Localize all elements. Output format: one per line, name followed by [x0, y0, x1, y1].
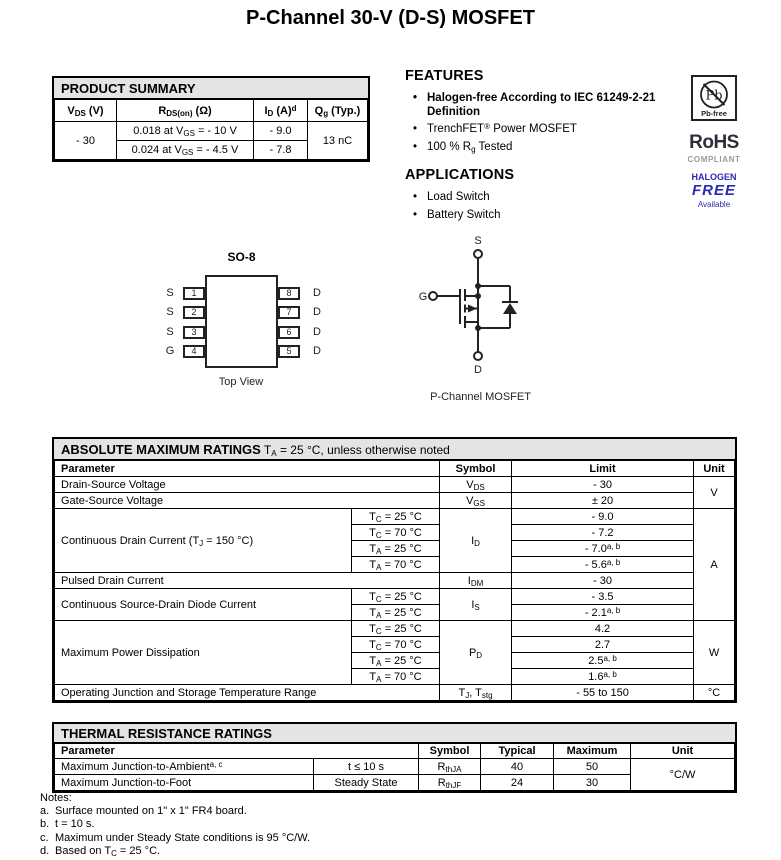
cell-symbol: $I_{DM}$	[440, 573, 512, 589]
table-row	[55, 573, 735, 589]
amr-header-title: ABSOLUTE MAXIMUM RATINGS	[61, 442, 261, 457]
note-text: Based on $T_C = 25$ °C.	[55, 844, 161, 858]
pb-free-icon	[691, 75, 737, 121]
cell-symbol: $I_D$	[440, 509, 512, 573]
cell-typical: 24	[481, 775, 554, 791]
pin-label: S	[166, 287, 174, 299]
cell-condition: $T_C = 70$ °C	[352, 525, 440, 541]
bullet-icon: •	[413, 191, 418, 203]
note-label: d.	[40, 844, 50, 857]
halogen-available-label: Available	[697, 200, 731, 209]
svg-text:Pb-free: Pb-free	[701, 109, 727, 118]
pin-label: D	[313, 345, 321, 357]
table-row	[55, 759, 735, 775]
cell-id-2: - 7.8	[254, 141, 308, 160]
cell-rdson-2: 0.024 at $V_{GS}$ = - 4.5 V	[117, 141, 254, 160]
rohs-badge: RoHS	[689, 132, 739, 153]
cell-condition: $T_C = 25$ °C	[352, 589, 440, 605]
pin-6: 6	[278, 326, 300, 339]
cell-limit: 1.6$^{a, b}$	[512, 669, 694, 685]
cell-limit: - 7.0$^{a, b}$	[512, 541, 694, 557]
cell-rdson-1: 0.018 at $V_{GS}$ = - 10 V	[117, 122, 254, 141]
rohs-compliant-label: COMPLIANT	[687, 155, 741, 164]
cell-parameter: Drain-Source Voltage	[55, 477, 440, 493]
table-row	[55, 685, 735, 701]
cell-condition: $T_A = 70$ °C	[352, 669, 440, 685]
package-body	[205, 275, 278, 368]
cell-limit: - 30	[512, 477, 694, 493]
cell-limit: - 2.1$^{a, b}$	[512, 605, 694, 621]
cell-unit: °C/W	[631, 759, 735, 791]
cell-limit: - 3.5	[512, 589, 694, 605]
col-header-unit: Unit	[694, 461, 735, 477]
list-item	[405, 141, 690, 155]
table-row	[55, 744, 735, 759]
cell-unit: °C	[694, 685, 735, 701]
pin-7: 7	[278, 306, 300, 319]
note-line	[40, 805, 460, 818]
cell-limit: - 7.2	[512, 525, 694, 541]
package-name: SO-8	[227, 250, 256, 264]
applications-heading: APPLICATIONS	[405, 167, 515, 183]
so8-package-diagram	[150, 248, 340, 393]
pin-5: 5	[278, 345, 300, 358]
cell-symbol: $R_{thJA}$	[419, 759, 481, 775]
col-header-limit: Limit	[512, 461, 694, 477]
cell-condition: $T_A = 25$ °C	[352, 605, 440, 621]
cell-limit: 4.2	[512, 621, 694, 637]
cell-qg: 13 nC	[308, 122, 368, 160]
cell-unit: V	[694, 477, 735, 509]
pin-4: 4	[183, 345, 205, 358]
table-row	[55, 493, 735, 509]
symbol-caption: P-Channel MOSFET	[430, 391, 531, 403]
page-title: P-Channel 30-V (D-S) MOSFET	[246, 7, 535, 29]
thermal-resistance-table	[52, 722, 737, 793]
table-row	[55, 621, 735, 637]
col-header-rdson: $R_{DS(on)}$ (Ω)	[117, 100, 254, 122]
col-header-typical: Typical	[481, 744, 554, 759]
package-caption: Top View	[218, 376, 264, 388]
body-arrow-icon	[468, 305, 477, 313]
notes-section	[40, 792, 460, 858]
cell-unit: W	[694, 621, 735, 685]
col-header-vds: $V_{DS}$ (V)	[55, 100, 117, 122]
cell-symbol: $V_{GS}$	[440, 493, 512, 509]
note-line	[40, 832, 460, 845]
cell-condition: $T_A = 25$ °C	[352, 653, 440, 669]
cell-symbol: $T_J$, $T_{stg}$	[440, 685, 512, 701]
cell-limit: 2.5$^{a, b}$	[512, 653, 694, 669]
pin-label: D	[313, 287, 321, 299]
cell-condition: $T_A = 70$ °C	[352, 557, 440, 573]
thermal-header: THERMAL RESISTANCE RATINGS	[54, 724, 735, 743]
col-header-symbol: Symbol	[419, 744, 481, 759]
cell-symbol: $I_S$	[440, 589, 512, 621]
note-label: c.	[40, 831, 49, 844]
gate-terminal-label: G	[418, 291, 428, 303]
body-diode-icon	[503, 303, 517, 314]
application-text: Battery Switch	[427, 208, 501, 221]
applications-list	[405, 191, 690, 222]
note-label: a.	[40, 805, 50, 818]
pin-8: 8	[278, 287, 300, 300]
pin-1: 1	[183, 287, 205, 300]
note-label: b.	[40, 818, 50, 831]
col-header-parameter: Parameter	[55, 461, 440, 477]
pin-2: 2	[183, 306, 205, 319]
cell-symbol: $R_{thJF}$	[419, 775, 481, 791]
cell-maximum: 30	[554, 775, 631, 791]
features-list	[405, 92, 690, 154]
drain-terminal-label: D	[474, 364, 482, 376]
pin-label: S	[166, 306, 174, 318]
amr-header	[54, 439, 735, 460]
cell-limit: 2.7	[512, 637, 694, 653]
table-row	[55, 589, 735, 605]
table-row	[55, 477, 735, 493]
thermal-grid	[54, 743, 735, 791]
col-header-id: $I_D$ $(A)^d$	[254, 100, 308, 122]
bullet-icon: •	[413, 123, 418, 135]
col-header-symbol: Symbol	[440, 461, 512, 477]
halogen-free-label: FREE	[691, 182, 736, 199]
cell-condition: $T_A = 25$ °C	[352, 541, 440, 557]
cell-parameter: Gate-Source Voltage	[55, 493, 440, 509]
col-header-qg: $Q_g$ (Typ.)	[308, 100, 368, 122]
bullet-icon: •	[413, 208, 418, 221]
note-line	[40, 818, 460, 831]
pin-label: S	[166, 326, 174, 338]
table-row	[55, 509, 735, 525]
cell-parameter: Maximum Junction-to-Foot	[55, 775, 314, 791]
col-header-maximum: Maximum	[554, 744, 631, 759]
cell-limit: - 55 to 150	[512, 685, 694, 701]
list-item	[405, 123, 690, 137]
bullet-icon: •	[413, 140, 418, 153]
amr-grid	[54, 460, 735, 701]
pin-label: D	[313, 326, 321, 338]
feature-text: TrenchFET® Power MOSFET	[427, 122, 577, 135]
cell-typical: 40	[481, 759, 554, 775]
col-header-parameter: Parameter	[55, 744, 419, 759]
mosfet-symbol	[415, 232, 555, 382]
cell-parameter: Continuous Source-Drain Diode Current	[55, 589, 352, 621]
cell-parameter: Continuous Drain Current ($T_J = 150$ °C)	[55, 509, 352, 573]
source-terminal-label: S	[474, 235, 482, 247]
cell-id-1: - 9.0	[254, 122, 308, 141]
cell-condition: $T_C = 25$ °C	[352, 509, 440, 525]
compliance-badges	[687, 75, 741, 209]
application-text: Load Switch	[427, 191, 490, 203]
cell-limit: - 30	[512, 573, 694, 589]
features-heading: FEATURES	[405, 68, 484, 84]
table-row	[55, 122, 368, 141]
note-text: Maximum under Steady State conditions is 95 °C/W.	[55, 831, 311, 844]
cell-parameter: Maximum Power Dissipation	[55, 621, 352, 685]
list-item	[405, 209, 690, 223]
cell-condition: t ≤ 10 s	[314, 759, 419, 775]
pin-label: G	[165, 345, 175, 357]
svg-text:Pb: Pb	[705, 88, 723, 104]
absolute-maximum-ratings-table	[52, 437, 737, 703]
cell-parameter: Operating Junction and Storage Temperature Range	[55, 685, 440, 701]
halogen-label: HALOGEN	[691, 172, 737, 182]
cell-limit: ± 20	[512, 493, 694, 509]
cell-maximum: 50	[554, 759, 631, 775]
cell-parameter: Pulsed Drain Current	[55, 573, 440, 589]
amr-header-note: $T_A = 25$ °C, unless otherwise noted	[260, 443, 450, 458]
cell-unit: A	[694, 509, 735, 621]
cell-condition: Steady State	[314, 775, 419, 791]
feature-text: Halogen-free According to IEC 61249-2-21 Definition	[427, 92, 656, 118]
table-row	[55, 461, 735, 477]
pin-3: 3	[183, 326, 205, 339]
list-item	[405, 92, 690, 119]
notes-heading: Notes:	[40, 792, 72, 804]
table-row	[55, 100, 368, 122]
feature-text: 100 % $R_g$ Tested	[427, 140, 513, 154]
cell-symbol: $P_D$	[440, 621, 512, 685]
col-header-unit: Unit	[631, 744, 735, 759]
cell-condition: $T_C = 70$ °C	[352, 637, 440, 653]
cell-vds: - 30	[55, 122, 117, 160]
note-text: t = 10 s.	[55, 818, 95, 831]
cell-parameter: Maximum Junction-to-Ambient$^{a, c}$	[55, 759, 314, 775]
cell-symbol: $V_{DS}$	[440, 477, 512, 493]
cell-limit: - 9.0	[512, 509, 694, 525]
list-item	[405, 191, 690, 205]
product-summary-grid	[54, 99, 368, 160]
cell-limit: - 5.6$^{a, b}$	[512, 557, 694, 573]
bullet-icon: •	[413, 92, 418, 104]
note-line	[40, 845, 460, 858]
note-text: Surface mounted on 1" x 1" FR4 board.	[55, 805, 247, 818]
cell-condition: $T_C = 25$ °C	[352, 621, 440, 637]
features-section	[405, 68, 690, 226]
pin-label: D	[313, 306, 321, 318]
product-summary-header: PRODUCT SUMMARY	[54, 78, 368, 99]
product-summary-table	[52, 76, 370, 162]
